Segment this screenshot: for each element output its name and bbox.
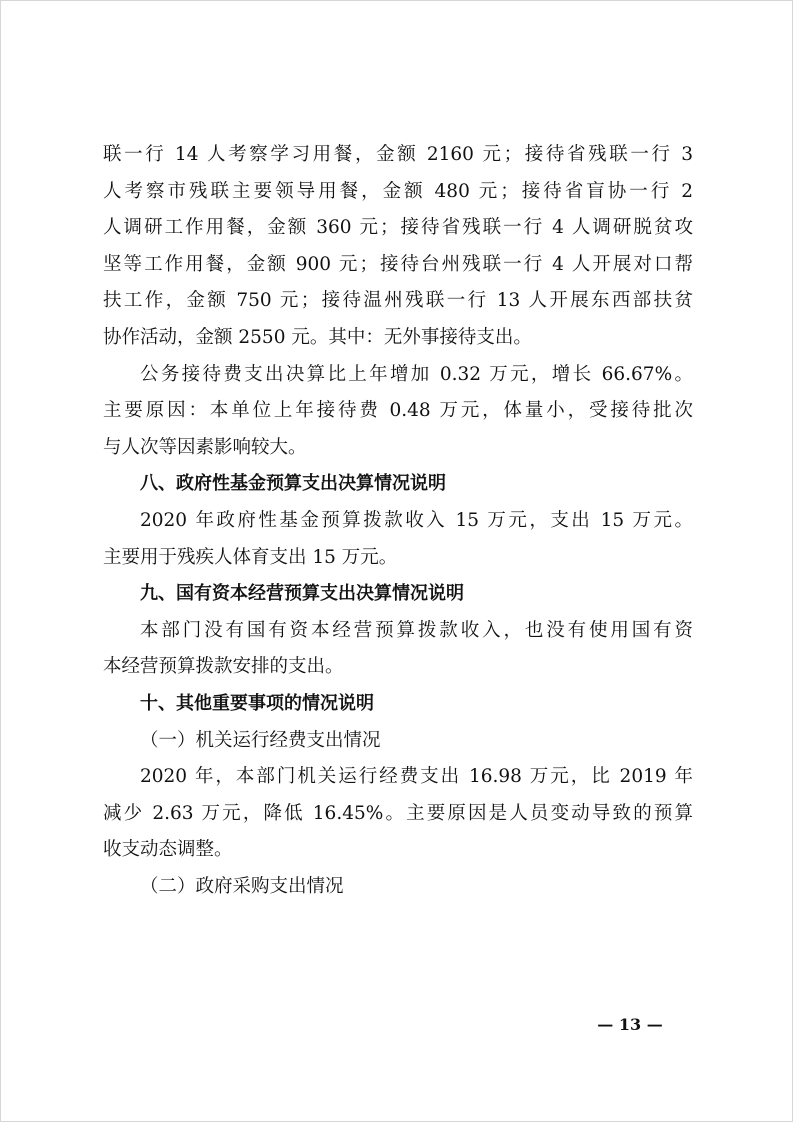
paragraph-line: 本部门没有国有资本经营预算拨款收入，也没有使用国有资 — [140, 619, 693, 641]
paragraph-line: 与人次等因素影响较大。 — [103, 436, 307, 458]
paragraph-line: 人调研工作用餐，金额 360 元；接待省残联一行 4 人调研脱贫攻 — [103, 217, 693, 239]
section-heading: 十、其他重要事项的情况说明 — [140, 692, 374, 714]
paragraph-line: 扶工作，金额 750 元；接待温州残联一行 13 人开展东西部扶贫 — [103, 290, 693, 312]
paragraph-line: 2020 年，本部门机关运行经费支出 16.98 万元，比 2019 年 — [140, 766, 693, 788]
section-heading: 八、政府性基金预算支出决算情况说明 — [140, 473, 446, 495]
paragraph-line: 本经营预算拨款安排的支出。 — [103, 656, 344, 678]
paragraph-line: 公务接待费支出决算比上年增加 0.32 万元，增长 66.67%。 — [140, 363, 693, 385]
paragraph-line: 人考察市残联主要领导用餐，金额 480 元；接待省盲协一行 2 — [103, 180, 693, 202]
paragraph-line: 主要原因：本单位上年接待费 0.48 万元，体量小，受接待批次 — [103, 400, 693, 422]
paragraph-line: 减少 2.63 万元，降低 16.45%。主要原因是人员变动导致的预算 — [103, 802, 693, 824]
paragraph-line: 联一行 14 人考察学习用餐，金额 2160 元；接待省残联一行 3 — [103, 144, 693, 165]
paragraph-line: 2020 年政府性基金预算拨款收入 15 万元，支出 15 万元。 — [140, 509, 693, 531]
section-heading: 九、国有资本经营预算支出决算情况说明 — [140, 583, 464, 605]
subsection-heading: （一）机关运行经费支出情况 — [140, 729, 381, 751]
document-body — [103, 137, 693, 905]
subsection-heading: （二）政府采购支出情况 — [140, 875, 344, 897]
paragraph-line: 收支动态调整。 — [103, 839, 233, 861]
paragraph-line: 坚等工作用餐，金额 900 元；接待台州残联一行 4 人开展对口帮 — [103, 253, 693, 275]
paragraph-line: 协作活动，金额 2550 元。其中：无外事接待支出。 — [103, 326, 532, 348]
page-number: — 13 — — [597, 1015, 663, 1034]
paragraph-line: 主要用于残疾人体育支出 15 万元。 — [103, 546, 398, 568]
